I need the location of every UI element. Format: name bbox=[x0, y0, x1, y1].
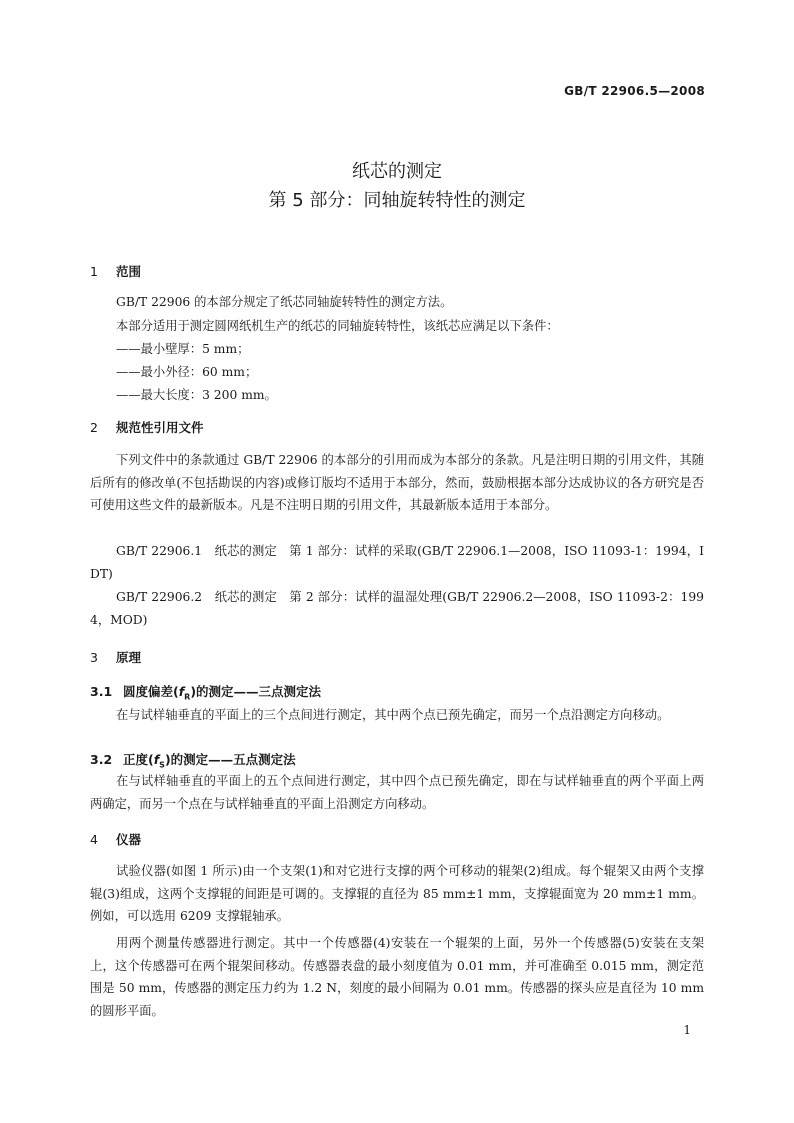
paragraph: 在与试样轴垂直的平面上的五个点间进行测定，其中四个点已预先确定，即在与试样轴垂直的两个平面上两两确定，而另一个点在与试样轴垂直的平面上沿测定方向移动。 bbox=[90, 774, 704, 811]
section-title: 原理 bbox=[116, 650, 142, 665]
section-title: 规范性引用文件 bbox=[116, 420, 204, 435]
subsection-title-prefix: 正度( bbox=[123, 752, 154, 767]
symbol-subscript: R bbox=[184, 692, 191, 702]
section-1-heading bbox=[90, 262, 141, 280]
subsection-number: 3.1 bbox=[90, 684, 113, 699]
reference-entry: GB/T 22906.1 纸芯的测定 第 1 部分：试样的采取(GB/T 22906.1—2008，ISO 11093-1：1994，IDT) bbox=[90, 544, 704, 581]
paragraph: 下列文件中的条款通过 GB/T 22906 的本部分的引用而成为本部分的条款。凡是注明日期的引用文件，其随后所有的修改单(不包括勘误的内容)或修订版均不适用于本部分，然而，鼓励根据本部分达成协议的各方研究是否可使用这些文件的最新版本。凡是不注明日期的引用文件，其最新版本适用于本部分。 bbox=[90, 453, 704, 512]
section-4-heading bbox=[90, 830, 141, 848]
list-item: ——最大长度：3 200 mm。 bbox=[116, 388, 277, 402]
subsection-title-suffix: )的测定——五点测定法 bbox=[164, 752, 296, 767]
section-number: 4 bbox=[90, 832, 98, 847]
section-2-heading bbox=[90, 418, 204, 436]
paragraph: 在与试样轴垂直的平面上的三个点间进行测定，其中两个点已预先确定，而另一个点沿测定方向移动。 bbox=[116, 708, 670, 722]
symbol-subscript: S bbox=[159, 760, 165, 770]
list-item: ——最小壁厚：5 mm； bbox=[116, 342, 250, 356]
section-number: 1 bbox=[90, 264, 98, 279]
subsection-3-1-heading bbox=[90, 682, 321, 702]
subsection-3-2-heading bbox=[90, 750, 296, 770]
section-number: 3 bbox=[90, 650, 98, 665]
reference-entry: GB/T 22906.2 纸芯的测定 第 2 部分：试样的温湿处理(GB/T 22906.2—2008，ISO 11093-2：1994，MOD) bbox=[90, 590, 704, 627]
paragraph: GB/T 22906 的本部分规定了纸芯同轴旋转特性的测定方法。 bbox=[116, 295, 453, 309]
section-title: 仪器 bbox=[116, 832, 142, 847]
subsection-title-prefix: 圆度偏差( bbox=[123, 684, 179, 699]
standard-number: GB/T 22906.5—2008 bbox=[564, 84, 705, 98]
symbol: f bbox=[178, 684, 185, 699]
paragraph: 试验仪器(如图 1 所示)由一个支架(1)和对它进行支撑的两个可移动的辊架(2)组成。每个辊架又由两个支撑辊(3)组成，这两个支撑辊的间距是可调的。支撑辊的直径为 85 mm±1 mm，支撑辊面宽为 20 mm±1 mm。例如，可以选用 6209 支撑辊轴承。 bbox=[90, 864, 704, 923]
page-number: 1 bbox=[683, 1023, 691, 1037]
section-number: 2 bbox=[90, 420, 98, 435]
symbol: f bbox=[153, 752, 160, 767]
section-title: 范围 bbox=[116, 264, 142, 279]
subsection-number: 3.2 bbox=[90, 752, 113, 767]
list-item: ——最小外径：60 mm； bbox=[116, 365, 258, 379]
document-subtitle: 第 5 部分：同轴旋转特性的测定 bbox=[268, 190, 526, 211]
paragraph: 用两个测量传感器进行测定。其中一个传感器(4)安装在一个辊架的上面，另外一个传感器(5)安装在支架上，这个传感器可在两个辊架间移动。传感器表盘的最小刻度值为 0.01 mm，并可准确至 0.015 mm，测定范围是 50 mm，传感器的测定压力约为 1.2 N，刻度的最小间隔为 0.01 mm。传感器的探头应是直径为 10 mm 的圆形平面。 bbox=[90, 936, 704, 1018]
document-title: 纸芯的测定 bbox=[352, 161, 442, 182]
subsection-title-suffix: )的测定——三点测定法 bbox=[190, 684, 322, 699]
paragraph: 本部分适用于测定圆网纸机生产的纸芯的同轴旋转特性，该纸芯应满足以下条件： bbox=[116, 319, 559, 333]
section-3-heading bbox=[90, 648, 141, 666]
